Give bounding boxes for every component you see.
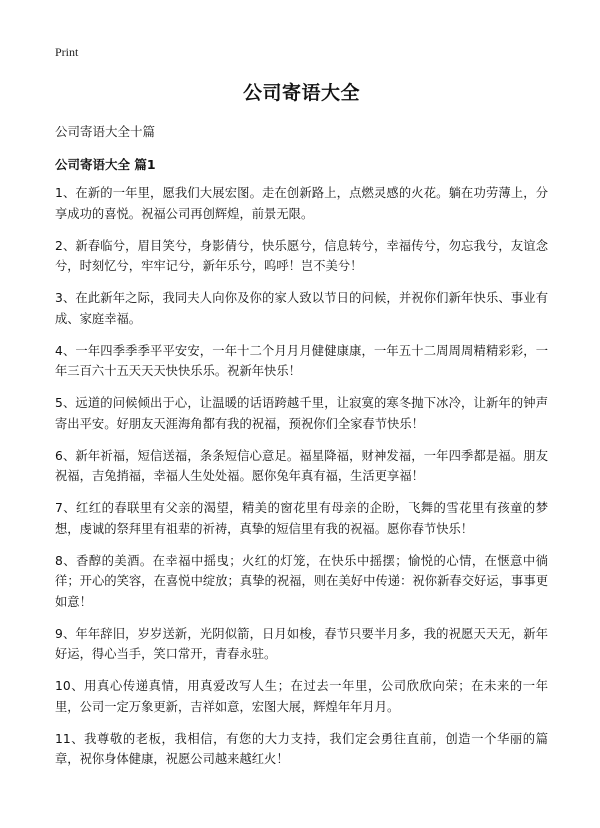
section-heading: 公司寄语大全 篇1 <box>55 157 156 172</box>
list-item: 2、新春临兮，眉目笑兮，身影倩兮，快乐愿兮，信息转兮，幸福传兮，勿忘我兮，友谊念兮，时刻忆兮，牢牢记兮，新年乐兮，呜呼！岂不美兮！ <box>55 238 548 273</box>
list-item: 10、用真心传递真情，用真爱改写人生；在过去一年里，公司欣欣向荣；在未来的一年里，公司一定万象更新，吉祥如意，宏图大展，辉煌年年月月。 <box>55 679 548 714</box>
list-item: 1、在新的一年里，愿我们大展宏图。走在创新路上，点燃灵感的火花。躺在功劳薄上，分享成功的喜悦。祝福公司再创辉煌，前景无限。 <box>55 186 548 221</box>
document-subtitle: 公司寄语大全十篇 <box>55 124 156 139</box>
list-item: 3、在此新年之际，我同夫人向你及你的家人致以节日的问候，并祝你们新年快乐、事业有成、家庭幸福。 <box>55 291 548 326</box>
list-item: 11、我尊敬的老板，我相信，有您的大力支持，我们定会勇往直前，创造一个华丽的篇章，祝你身体健康，祝愿公司越来越红火！ <box>55 731 548 766</box>
list-item: 4、一年四季季季平平安安，一年十二个月月月健健康康，一年五十二周周周精精彩彩，一年三百六十五天天天快快乐乐。祝新年快乐！ <box>55 343 548 378</box>
print-link[interactable]: Print <box>55 45 79 59</box>
list-item: 8、香醇的美酒。在幸福中摇曳；火红的灯笼，在快乐中摇摆；愉悦的心情，在惬意中徜徉；开心的笑容，在喜悦中绽放；真挚的祝福，则在美好中传递：祝你新春交好运，事事更如意！ <box>55 553 548 609</box>
document-title: 公司寄语大全 <box>242 82 360 104</box>
list-item: 5、远道的问候倾出于心，让温暖的话语跨越千里，让寂寞的寒冬抛下冰冷，让新年的钟声寄出平安。好朋友天涯海角都有我的祝福，预祝你们全家春节快乐！ <box>55 396 548 431</box>
blessing-list <box>55 183 548 770</box>
list-item: 6、新年祈福，短信送福，条条短信心意足。福星降福，财神发福，一年四季都是福。朋友祝福，吉兔捎福，幸福人生处处福。愿你兔年真有福，生活更享福！ <box>55 448 548 483</box>
list-item: 7、红红的春联里有父亲的渴望，精美的窗花里有母亲的企盼，飞舞的雪花里有孩童的梦想，虔诚的祭拜里有祖辈的祈祷，真挚的短信里有我的祝福。愿你春节快乐！ <box>55 501 548 536</box>
list-item: 9、年年辞旧，岁岁送新，光阴似箭，日月如梭，春节只要半月多，我的祝愿天天无，新年好运，得心当手，笑口常开，青春永驻。 <box>55 626 548 661</box>
